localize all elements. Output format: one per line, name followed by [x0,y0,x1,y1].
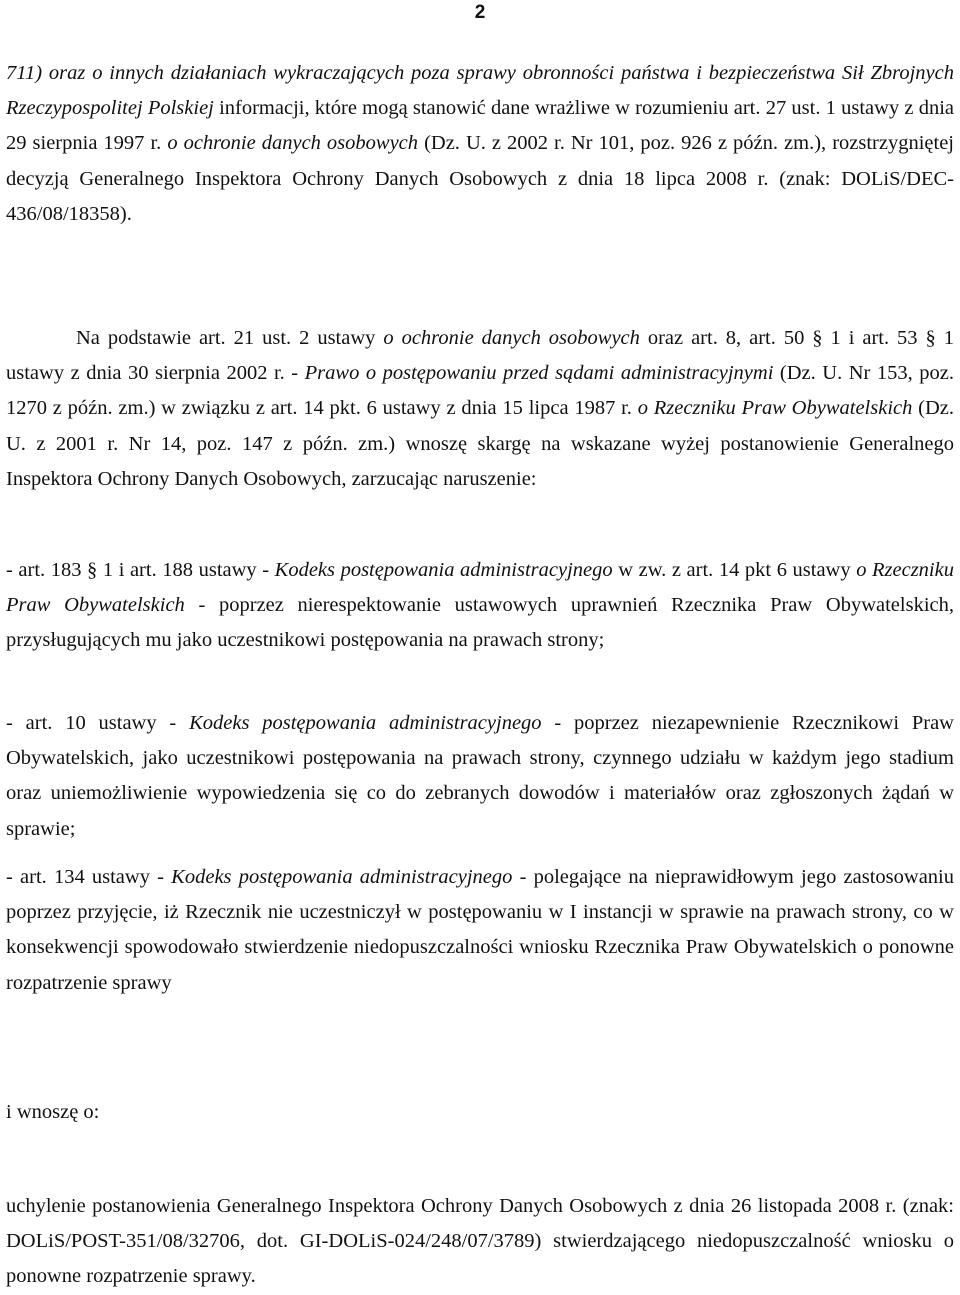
legal-basis-paragraph [6,321,954,497]
basis-italic-4: Prawo o postępowaniu przed sądami administracyjnymi [304,362,774,385]
charge3-italic-2: Kodeks postępowania administracyjnego [171,866,513,888]
basis-text-5: (Dz. U. Nr 153, poz. 1270 z późn. zm.) w związku z art. 14 pkt. 6 ustawy z dnia 15 lipca 1987 r. [6,362,954,420]
charge-3 [6,860,954,1001]
charge1-italic-4: o Rzeczniku Praw Obywatelskich [6,559,954,617]
charge2-italic-2: Kodeks postępowania administracyjnego [189,712,542,734]
charge1-italic-2: Kodeks postępowania administracyjnego [274,559,613,581]
charge1-text-5: - poprzez nierespektowanie ustawowych uprawnień Rzecznika Praw Obywatelskich, przysługujących mu jako uczestnikowi postępowania na prawach strony; [6,594,954,652]
charge1-text-3: w zw. z art. 14 pkt 6 ustawy [612,559,857,581]
charge-1 [6,553,954,659]
basis-text-3: oraz art. 8, art. 50 § 1 i art. 53 § 1 ustawy z dnia 30 sierpnia 2002 r. - [6,327,954,385]
request-paragraph [6,1189,954,1295]
request-text: uchylenie postanowienia Generalnego Inspektora Ochrony Danych Osobowych z dnia 26 listopada 2008 r. (znak: DOLiS/POST-351/08/32706, dot. GI-DOLiS-024/248/07/3789) stwierdzającego niedopuszczalność wniosku o ponowne rozpatrzenie sprawy. [6,1195,954,1288]
intro-text-4: (Dz. U. z 2002 r. Nr 101, poz. 926 z późn. zm.), rozstrzygniętej decyzją Generalnego Inspektora Ochrony Danych Osobowych z dnia 18 lipca 2008 r. (znak: DOLiS/DEC-436/08/18358). [6,132,955,225]
request-intro [6,1095,954,1130]
charge-2 [6,706,954,847]
charge1-text-1: - art. 183 § 1 i art. 188 ustawy - [6,559,275,581]
charge2-text-1: - art. 10 ustawy - [6,712,190,734]
basis-italic-2: o ochronie danych osobowych [383,327,640,349]
basis-italic-6: o Rzeczniku Praw Obywatelskich [637,397,913,420]
intro-text-2: informacji, które mogą stanowić dane wrażliwe w rozumieniu art. 27 ust. 1 ustawy z dnia 29 sierpnia 1997 r. [6,97,954,155]
intro-italic-3: o ochronie danych osobowych [167,132,419,155]
intro-paragraph [6,56,954,232]
charge3-text-1: - art. 134 ustawy - [6,866,172,888]
intro-italic-1: 711) oraz o innych działaniach wykraczających poza sprawy obronności państwa i bezpieczeństwa Sił Zbrojnych Rzeczypospolitej Polskiej [6,62,954,120]
request-intro-text: i wnoszę o: [6,1101,100,1123]
document-page [6,0,954,1290]
basis-text-7: (Dz. U. z 2001 r. Nr 14, poz. 147 z późn. zm.) wnoszę skargę na wskazane wyżej postanowienie Generalnego Inspektora Ochrony Danych Osobowych, zarzucając naruszenie: [6,397,955,490]
charge2-text-3: - poprzez niezapewnienie Rzecznikowi Praw Obywatelskich, jako uczestnikowi postępowania na prawach strony, czynnego udziału w każdym jego stadium oraz uniemożliwienie wypowiedzenia się co do zebranych dowodów i materiałów oraz zgłoszonych żądań w sprawie; [6,712,954,840]
basis-text-1: Na podstawie art. 21 ust. 2 ustawy [76,327,384,349]
charge3-text-3: - polegające na nieprawidłowym jego zastosowaniu poprzez przyjęcie, iż Rzecznik nie uczestniczył w postępowaniu w I instancji w sprawie na prawach strony, co w konsekwencji spowodowało stwierdzenie niedopuszczalności wniosku Rzecznika Praw Obywatelskich o ponowne rozpatrzenie sprawy [6,866,954,994]
page-number: 2 [474,2,486,23]
